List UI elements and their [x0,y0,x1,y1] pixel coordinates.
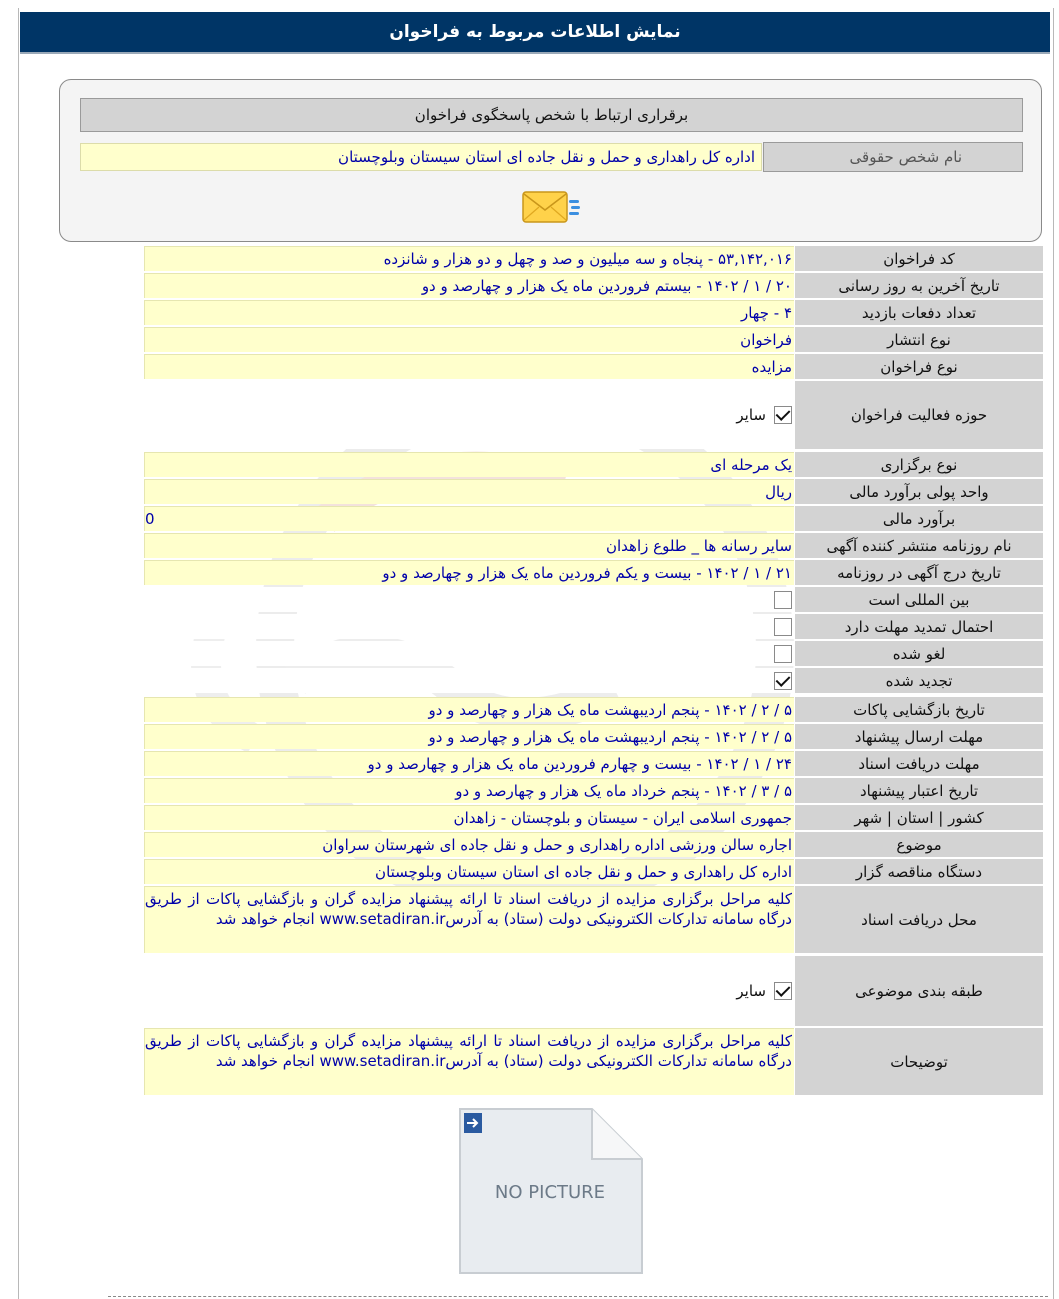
value-validity: ۵ / ۳ / ۱۴۰۲ - پنجم خرداد ماه یک هزار و چهارصد و دو [144,778,794,803]
label-holding-type: نوع برگزاری [795,452,1043,477]
label-newspaper: نام روزنامه منتشر کننده آگهی [795,533,1043,558]
value-doc-place: کلیه مراحل برگزاری مزایده از دریافت اسناد تا ارائه پیشنهاد مزایده گران و بازگشایی پاکات از طریق درگاه سامانه تدارکات الکترونیکی دولت (ستاد) به آدرسwww.setadiran.ir انجام خواهد شد [144,886,794,953]
label-submit-deadline: مهلت ارسال پیشنهاد [795,724,1043,749]
value-call-type: مزایده [144,354,794,379]
bottom-divider [108,1296,1048,1297]
label-organizer: دستگاه مناقصه گزار [795,859,1043,884]
label-renewed: تجدید شده [795,668,1043,693]
label-extension: احتمال تمدید مهلت دارد [795,614,1043,639]
value-description: کلیه مراحل برگزاری مزایده از دریافت اسناد تا ارائه پیشنهاد مزایده گران و بازگشایی پاکات از طریق درگاه سامانه تدارکات الکترونیکی دولت (ستاد) به آدرسwww.setadiran.ir انجام خواهد شد [144,1028,794,1095]
checkbox-renewed[interactable] [774,672,792,690]
label-description: توضیحات [795,1028,1043,1095]
value-location: جمهوری اسلامی ایران - سیستان و بلوچستان - زاهدان [144,805,794,830]
label-activity-scope: حوزه فعالیت فراخوان [795,381,1043,449]
no-picture-text: NO PICTURE [494,1182,606,1203]
label-doc-place: محل دریافت اسناد [795,886,1043,953]
value-opening-date: ۵ / ۲ / ۱۴۰۲ - پنجم اردیبهشت ماه یک هزار و چهارصد و دو [144,697,794,722]
label-validity: تاریخ اعتبار پیشنهاد [795,778,1043,803]
label-cancelled: لغو شده [795,641,1043,666]
label-opening-date: تاریخ بازگشایی پاکات [795,697,1043,722]
value-subject: اجاره سالن ورزشی اداره راهداری و حمل و نقل جاده ای شهرستان سراوان [144,832,794,857]
checkbox-activity-other[interactable] [774,406,792,424]
value-ad-date: ۲۱ / ۱ / ۱۴۰۲ - بیست و یکم فروردین ماه یک هزار و چهارصد و دو [144,560,794,585]
checkbox-category-other[interactable] [774,982,792,1000]
label-last-update: تاریخ آخرین به روز رسانی [795,273,1043,298]
value-publish-type: فراخوان [144,327,794,352]
value-estimate: 0 [144,506,794,531]
label-publish-type: نوع انتشار [795,327,1043,352]
activity-option-label: سایر [736,406,766,424]
label-call-code: کد فراخوان [795,246,1043,271]
value-organizer: اداره کل راهداری و حمل و نقل جاده ای استان سیستان وبلوچستان [144,859,794,884]
label-subject: موضوع [795,832,1043,857]
checkbox-cancelled[interactable] [774,645,792,663]
value-call-code: ۵۳,۱۴۲,۰۱۶ - پنجاه و سه میلیون و صد و چهل و دو هزار و شانزده [144,246,794,271]
label-location: کشور | استان | شهر [795,805,1043,830]
value-last-update: ۲۰ / ۱ / ۱۴۰۲ - بیستم فروردین ماه یک هزار و چهارصد و دو [144,273,794,298]
value-doc-deadline: ۲۴ / ۱ / ۱۴۰۲ - بیست و چهارم فروردین ماه یک هزار و چهارصد و دو [144,751,794,776]
checkbox-extension[interactable] [774,618,792,636]
value-currency: ریال [144,479,794,504]
label-international: بین المللی است [795,587,1043,612]
value-newspaper: سایر رسانه ها _ طلوع زاهدان [144,533,794,558]
category-option-label: سایر [736,982,766,1000]
envelope-icon[interactable] [519,186,583,228]
contact-title: برقراری ارتباط با شخص پاسخگوی فراخوان [80,98,1023,132]
label-category: طبقه بندی موضوعی [795,956,1043,1026]
activity-scope-options [144,381,794,449]
label-call-type: نوع فراخوان [795,354,1043,379]
checkbox-international[interactable] [774,591,792,609]
label-ad-date: تاریخ درج آگهی در روزنامه [795,560,1043,585]
category-options [144,956,794,1026]
page-title: نمایش اطلاعات مربوط به فراخوان [20,12,1050,52]
value-submit-deadline: ۵ / ۲ / ۱۴۰۲ - پنجم اردیبهشت ماه یک هزار و چهارصد و دو [144,724,794,749]
label-currency: واحد پولی برآورد مالی [795,479,1043,504]
value-holding-type: یک مرحله ای [144,452,794,477]
label-estimate: برآورد مالی [795,506,1043,531]
no-picture-placeholder [456,1105,646,1277]
label-doc-deadline: مهلت دریافت اسناد [795,751,1043,776]
legal-person-value: اداره کل راهداری و حمل و نقل جاده ای استان سیستان وبلوچستان [80,143,762,171]
value-visit-count: ۴ - چهار [144,300,794,325]
label-visit-count: تعداد دفعات بازدید [795,300,1043,325]
legal-person-label: نام شخص حقوقی [763,142,1023,172]
